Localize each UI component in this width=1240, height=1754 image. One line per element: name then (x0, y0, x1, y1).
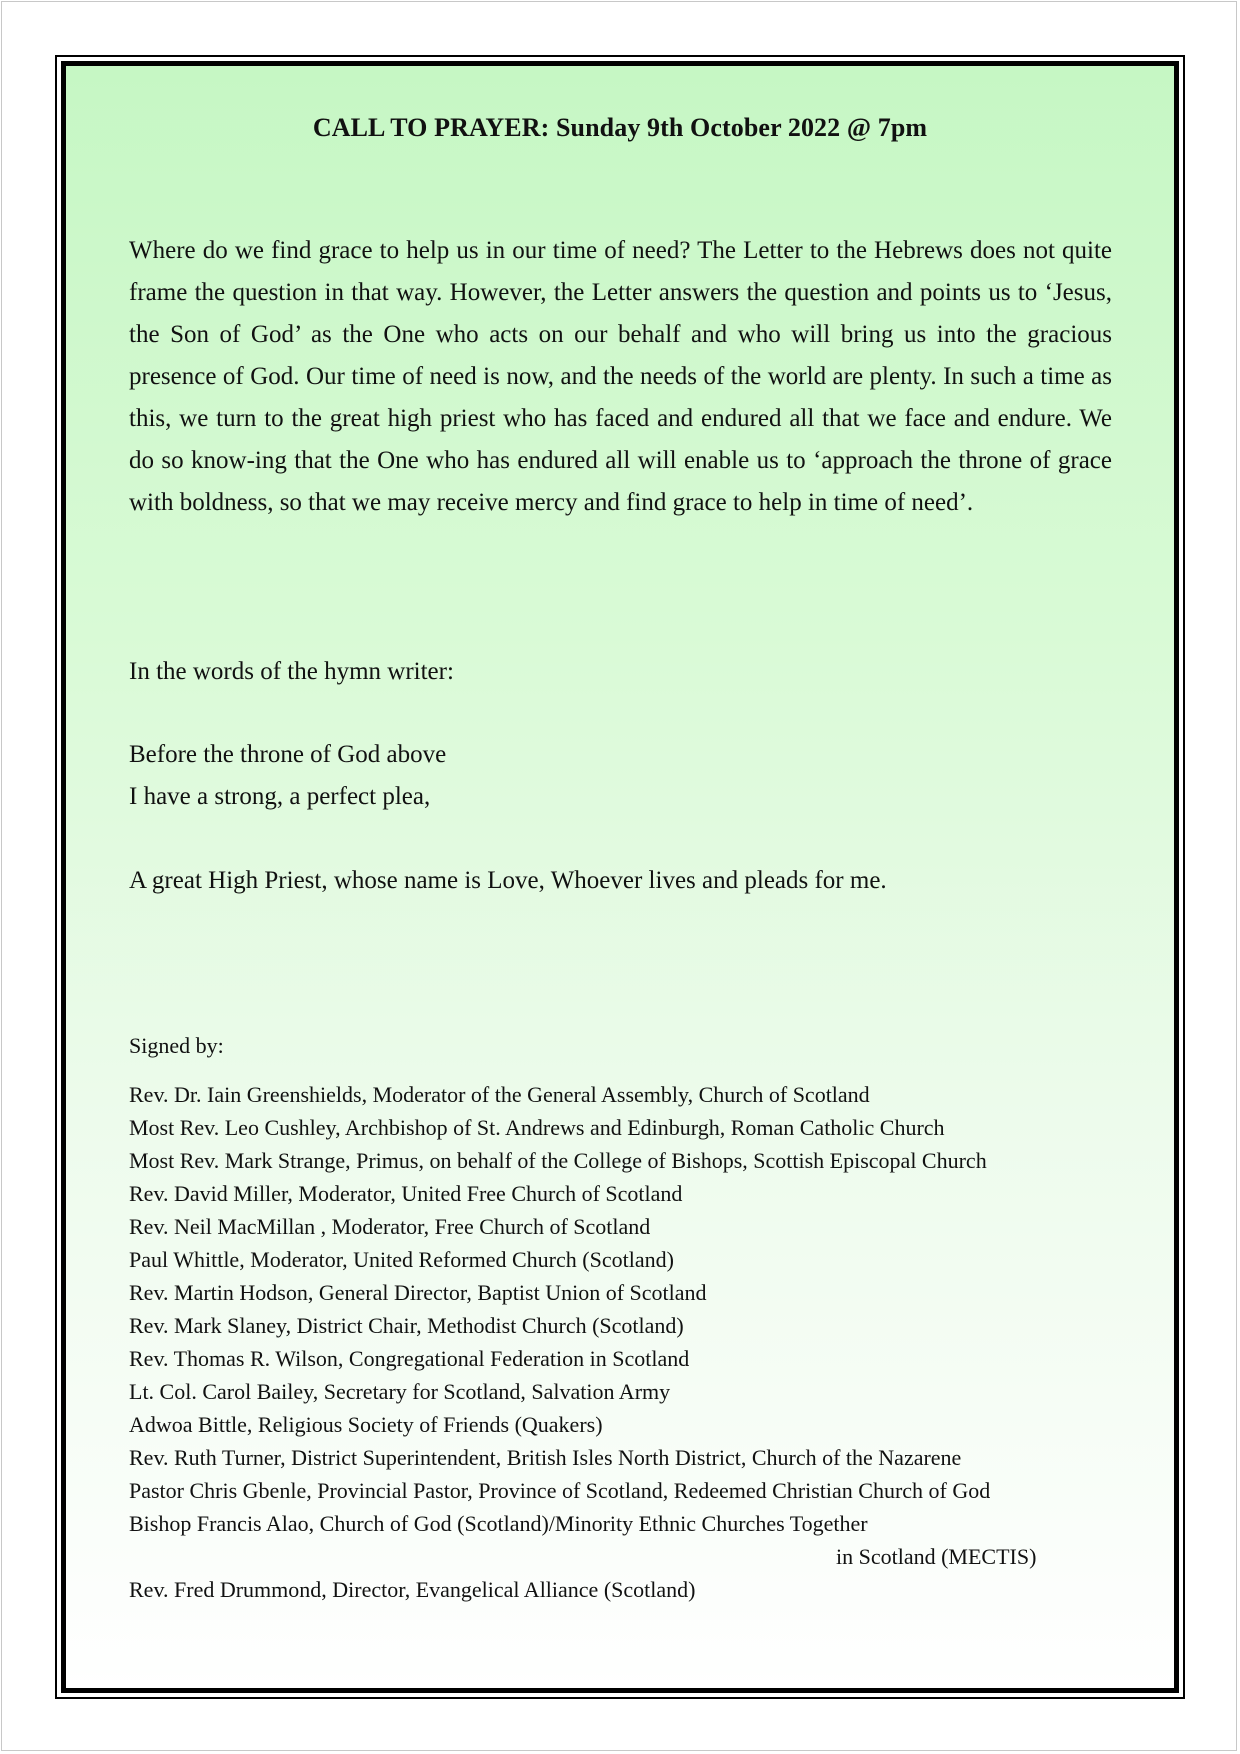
signatory: Paul Whittle, Moderator, United Reformed Church (Scotland) (129, 1247, 674, 1272)
signatory: Most Rev. Mark Strange, Primus, on behalf of the College of Bishops, Scottish Episcopal Church (129, 1148, 987, 1173)
signatory: Adwoa Bittle, Religious Society of Friends (Quakers) (129, 1412, 603, 1437)
signatory: Pastor Chris Gbenle, Provincial Pastor, Province of Scotland, Redeemed Christian Church of God (129, 1478, 991, 1503)
signatory: Lt. Col. Carol Bailey, Secretary for Scotland, Salvation Army (129, 1379, 671, 1404)
document-title: CALL TO PRAYER: Sunday 9th October 2022 @ 7pm (312, 113, 928, 142)
hymn-verse (129, 734, 1112, 818)
signatory: Rev. Fred Drummond, Director, Evangelical Alliance (Scotland) (129, 1577, 696, 1602)
signatory: Rev. Ruth Turner, District Superintendent, British Isles North District, Church of the Nazarene (129, 1445, 962, 1470)
main-paragraph: Where do we find grace to help us in our time of need? The Letter to the Hebrews does not quite frame the question in that way. However, the Letter answers the question and points us to ‘Jesus, the Son of God’ as the One who acts on our behalf and who will bring us into the gracious presence of God. Our time of need is now, and the needs of the world are plenty. In such a time as this, we turn to the great high priest who has faced and endured all that we face and endure. We do so know-ing that the One who has endured all will enable us to ‘approach the throne of grace with boldness, so that we may receive mercy and find grace to help in time of need’. (129, 237, 1112, 516)
signatory: Rev. Thomas R. Wilson, Congregational Federation in Scotland (129, 1346, 690, 1371)
signatory: Bishop Francis Alao, Church of God (Scotland)/Minority Ethnic Churches Together (129, 1511, 868, 1536)
signatory: Rev. Dr. Iain Greenshields, Moderator of the General Assembly, Church of Scotland (129, 1082, 870, 1107)
hymn-intro: In the words of the hymn writer: (129, 658, 454, 685)
verse-line-2: I have a strong, a perfect plea, (129, 783, 431, 810)
verse-line-3: A great High Priest, whose name is Love, Whoever lives and pleads for me. (129, 867, 887, 894)
verse-line-1: Before the throne of God above (129, 741, 447, 768)
signatory: Rev. Mark Slaney, District Chair, Methodist Church (Scotland) (129, 1313, 684, 1338)
signed-by-label: Signed by: (129, 1033, 224, 1058)
signatory: Rev. Martin Hodson, General Director, Baptist Union of Scotland (129, 1280, 707, 1305)
signatory: Rev. David Miller, Moderator, United Free Church of Scotland (129, 1181, 683, 1206)
signatory: Most Rev. Leo Cushley, Archbishop of St. Andrews and Edinburgh, Roman Catholic Church (129, 1115, 945, 1140)
signatory: Rev. Neil MacMillan , Moderator, Free Church of Scotland (129, 1214, 651, 1239)
signatories-list (129, 1078, 1112, 1606)
signatory-continuation: in Scotland (MECTIS) (836, 1544, 1037, 1569)
